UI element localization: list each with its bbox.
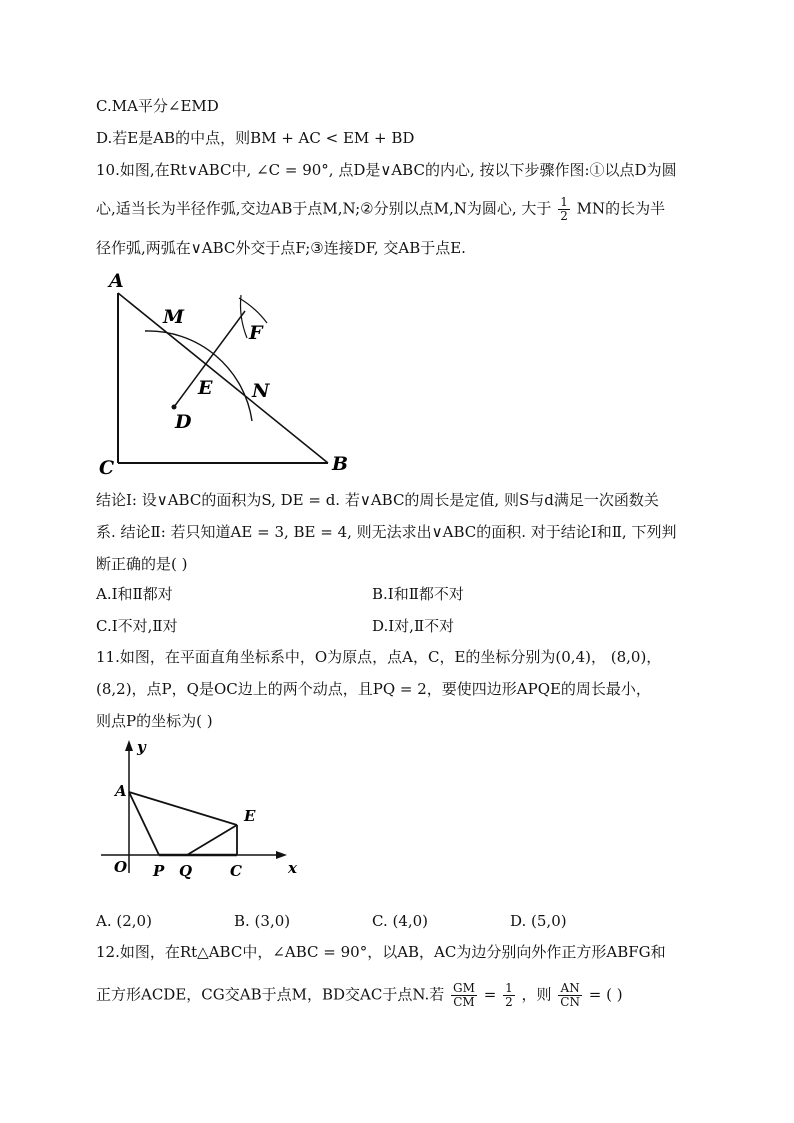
fraction-denominator: 2 [505,995,513,1009]
q10-option-c: C.Ⅰ不对,Ⅱ对 [96,617,178,635]
q10-conclusion-line2: 系. 结论Ⅱ: 若只知道AE = 3, BE = 4, 则无法求出∨ABC的面积. 对于结论Ⅰ和Ⅱ, 下列判 [96,523,677,541]
q11-stem-line2: (8,2)，点P，Q是OC边上的两个动点，且PQ = 2，要使四边形APQE的周长最小， [96,680,651,698]
q10-fraction-half [558,196,570,223]
q10-stem-line2 [96,196,665,223]
label-C: C [99,457,115,478]
q11-stem-line1: 11.如图，在平面直角坐标系中，O为原点，点A，C，E的坐标分别为(0,4)， (8,0)， [96,648,662,666]
q10-conclusion-line3: 断正确的是( ) [96,555,188,573]
point-D [172,405,177,410]
label-B: B [332,453,349,475]
q10-option-b: B.Ⅰ和Ⅱ都不对 [372,585,464,603]
fraction-numerator: 1 [505,981,513,995]
fraction-numerator: 1 [560,195,568,209]
label-D: D [175,411,192,433]
q12-stem-line1: 12.如图，在Rt△ABC中，∠ABC = 90°，以AB，AC为边分别向外作正方形ABFG和 [96,943,666,961]
fraction-numerator: GM [453,981,475,995]
label-y: y [137,738,146,756]
q11-option-d: D. (5,0) [510,912,567,930]
segment-AP [129,792,159,855]
q12-stem-line2b: ，则 [521,985,552,1004]
q12-stem-line2a: 正方形ACDE，CG交AB于点M，BD交AC于点N.若 [96,985,445,1004]
q10-stem-line2a: 心,适当长为半径作弧,交边AB于点M,N;②分别以点M,N为圆心, 大于 [96,199,552,218]
fraction-denominator: CN [560,995,580,1009]
q10-option-a: A.Ⅰ和Ⅱ都对 [96,585,173,603]
q10-conclusion-line1: 结论Ⅰ: 设∨ABC的面积为S, DE = d. 若∨ABC的周长是定值, 则S与d满足一次函数关 [96,491,659,509]
label-P: P [153,862,165,880]
x-axis-arrow [276,851,287,859]
q9-option-c: C.MA平分∠EMD [96,97,219,115]
q10-stem-line2b: MN的长为半 [576,199,666,218]
label-A: A [109,270,124,292]
label-C: C [230,862,242,880]
q12-fraction-gm-cm [451,982,477,1009]
arc-near-F-1 [239,298,267,323]
q11-stem-line3: 则点P的坐标为( ) [96,712,213,730]
label-E: E [244,807,256,825]
arc-through-M-N [145,331,252,421]
fraction-denominator: 2 [560,209,568,223]
label-E: E [198,377,213,399]
label-Q: Q [179,862,193,880]
q10-option-d: D.Ⅰ对,Ⅱ不对 [372,617,455,635]
q12-equals: = [483,985,497,1004]
q11-option-b: B. (3,0) [234,912,291,930]
q11-coordinate-figure [95,738,310,888]
q12-stem-line2c: = ( ) [588,985,623,1004]
segment-AE [129,792,237,825]
segment-AB [118,293,328,463]
label-A: A [115,782,127,800]
q11-option-a: A. (2,0) [96,912,152,930]
q11-option-c: C. (4,0) [372,912,429,930]
segment-QE [187,825,237,855]
label-M: M [163,306,185,328]
q12-stem-line2 [96,982,623,1009]
label-N: N [252,380,270,402]
label-x: x [288,859,297,877]
y-axis-arrow [125,740,133,751]
q10-stem-line1: 10.如图,在Rt∨ABC中, ∠C = 90°, 点D是∨ABC的内心, 按以下步骤作图:①以点D为圆 [96,161,677,179]
label-O: O [114,858,128,876]
q9-option-d: D.若E是AB的中点，则BM + AC < EM + BD [96,129,415,147]
label-F: F [249,322,263,344]
q10-triangle-figure [95,268,360,478]
q10-stem-line3: 径作弧,两弧在∨ABC外交于点F;③连接DF, 交AB于点E. [96,239,466,257]
fraction-denominator: CM [453,995,475,1009]
fraction-numerator: AN [558,982,582,996]
q12-fraction-half [503,982,515,1009]
q12-fraction-an-cn [558,982,582,1009]
